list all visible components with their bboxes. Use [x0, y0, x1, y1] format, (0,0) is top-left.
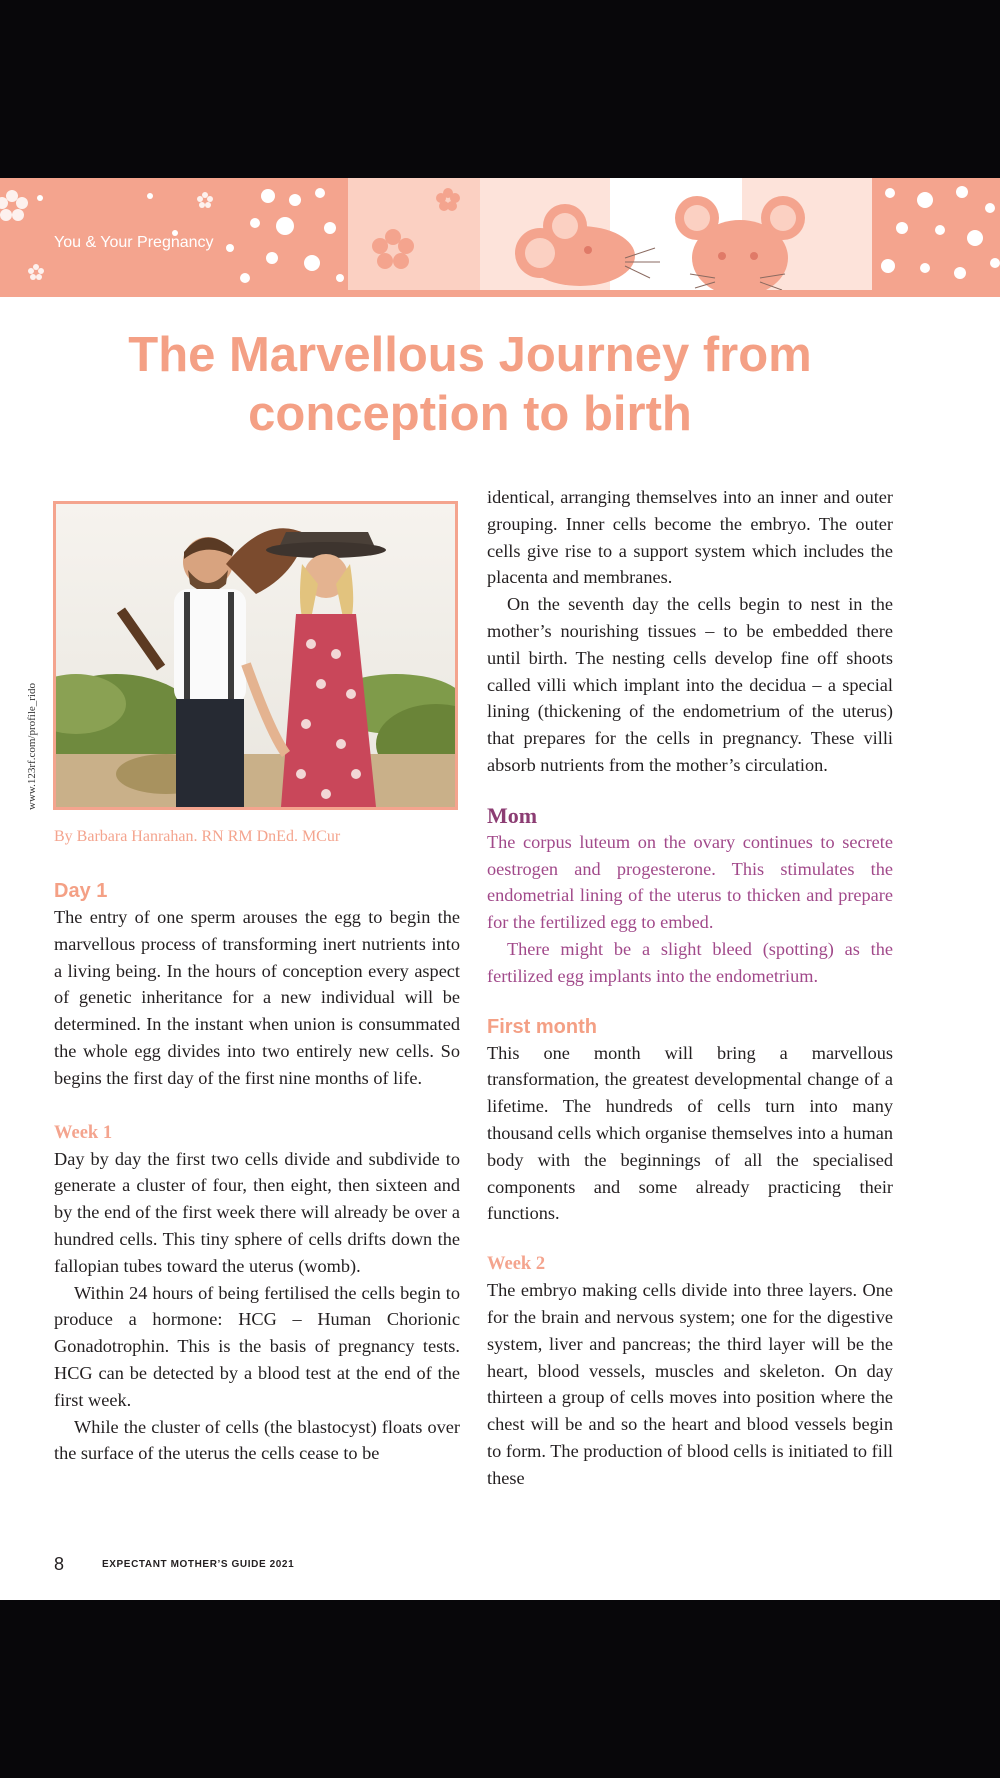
byline: By Barbara Hanrahan. RN RM DnEd. MCur — [54, 828, 341, 845]
heading-day1: Day 1 — [54, 880, 108, 902]
right-column — [487, 484, 893, 1492]
day1-paragraph: The entry of one sperm arouses the egg to begin the marvellous process of transforming inert nutrients into a living being. In the hours of conception every aspect of genetic inheritance for a new individual will be determined. In the instant when union is consummated the whole egg divides into two entirely new cells. So begins the first day of the first nine months of life. — [54, 907, 460, 1088]
left-column — [54, 878, 460, 1467]
continued-paragraph-1: identical, arranging themselves into an inner and outer grouping. Inner cells become the embryo. The outer cells give rise to a support system which includes the placenta and membranes. — [487, 487, 893, 588]
title-line-2: conception to birth — [248, 387, 692, 441]
heading-week2: Week 2 — [487, 1254, 546, 1275]
photo-credit: www.123rf.com/profile_rido — [26, 683, 38, 810]
section-label: You & Your Pregnancy — [54, 234, 214, 251]
heading-first-month: First month — [487, 1015, 597, 1038]
header-banner — [0, 178, 1000, 294]
title-line-1: The Marvellous Journey from — [128, 328, 812, 382]
article-title — [60, 326, 880, 444]
magazine-page — [0, 178, 1000, 1600]
week1-paragraph-1: Day by day the first two cells divide and subdivide to generate a cluster of four, then eight, then sixteen and by the end of the first week there will already be over a hundred cells. This tiny sphere of cells drifts down the fallopian tubes toward the uterus (womb). — [54, 1148, 460, 1276]
continued-paragraph-2: On the seventh day the cells begin to nest in the mother’s nourishing tissues – to be embedded there until birth. The nesting cells develop fine off shoots called villi which implant into the decidua – a special lining (thickening of the endometrium of the uterus) that prepares for the cells in pregnancy. These villi absorb nutrients from the mother’s circulation. — [487, 594, 893, 775]
first-month-paragraph: This one month will bring a marvellous transformation, the greatest developmental change of a lifetime. The hundreds of cells turn into many thousand cells which organise themselves into a human body with the beginnings of all the specialised components and some already practicing their functions. — [487, 1042, 893, 1224]
mom-paragraph-1: The corpus luteum on the ovary continues to secrete oestrogen and progesterone. This stimulates the endometrial lining of the uterus to thicken and prepare for the fertilized egg to embed. — [487, 831, 893, 933]
week1-paragraph-2: Within 24 hours of being fertilised the cells begin to produce a hormone: HCG – Human Chorionic Gonadotrophin. This is the basis of pregnancy tests. HCG can be detected by a blood test at the end of the first week. — [54, 1282, 460, 1410]
heading-week1: Week 1 — [54, 1122, 113, 1143]
week1-paragraph-3: While the cluster of cells (the blastocyst) floats over the surface of the uterus the cells cease to be — [54, 1416, 460, 1464]
couple-photo — [53, 501, 458, 810]
week2-paragraph: The embryo making cells divide into three layers. One for the brain and nervous system; one for the digestive system, liver and pancreas; the third layer will be the heart, blood vessels, muscles and skeleton. On day thirteen a group of cells moves into position where the chest will be and so the heart and blood vessels begin to form. The production of blood cells is initiated to fill these — [487, 1280, 893, 1488]
publication-name: EXPECTANT MOTHER’S GUIDE 2021 — [102, 1559, 295, 1570]
page-number: 8 — [54, 1554, 65, 1574]
mom-paragraph-2: There might be a slight bleed (spotting) as the fertilized egg implants into the endometrium. — [487, 938, 893, 986]
banner-divider — [0, 290, 1000, 297]
heading-mom: Mom — [487, 802, 538, 828]
photo-illustration — [56, 504, 455, 807]
